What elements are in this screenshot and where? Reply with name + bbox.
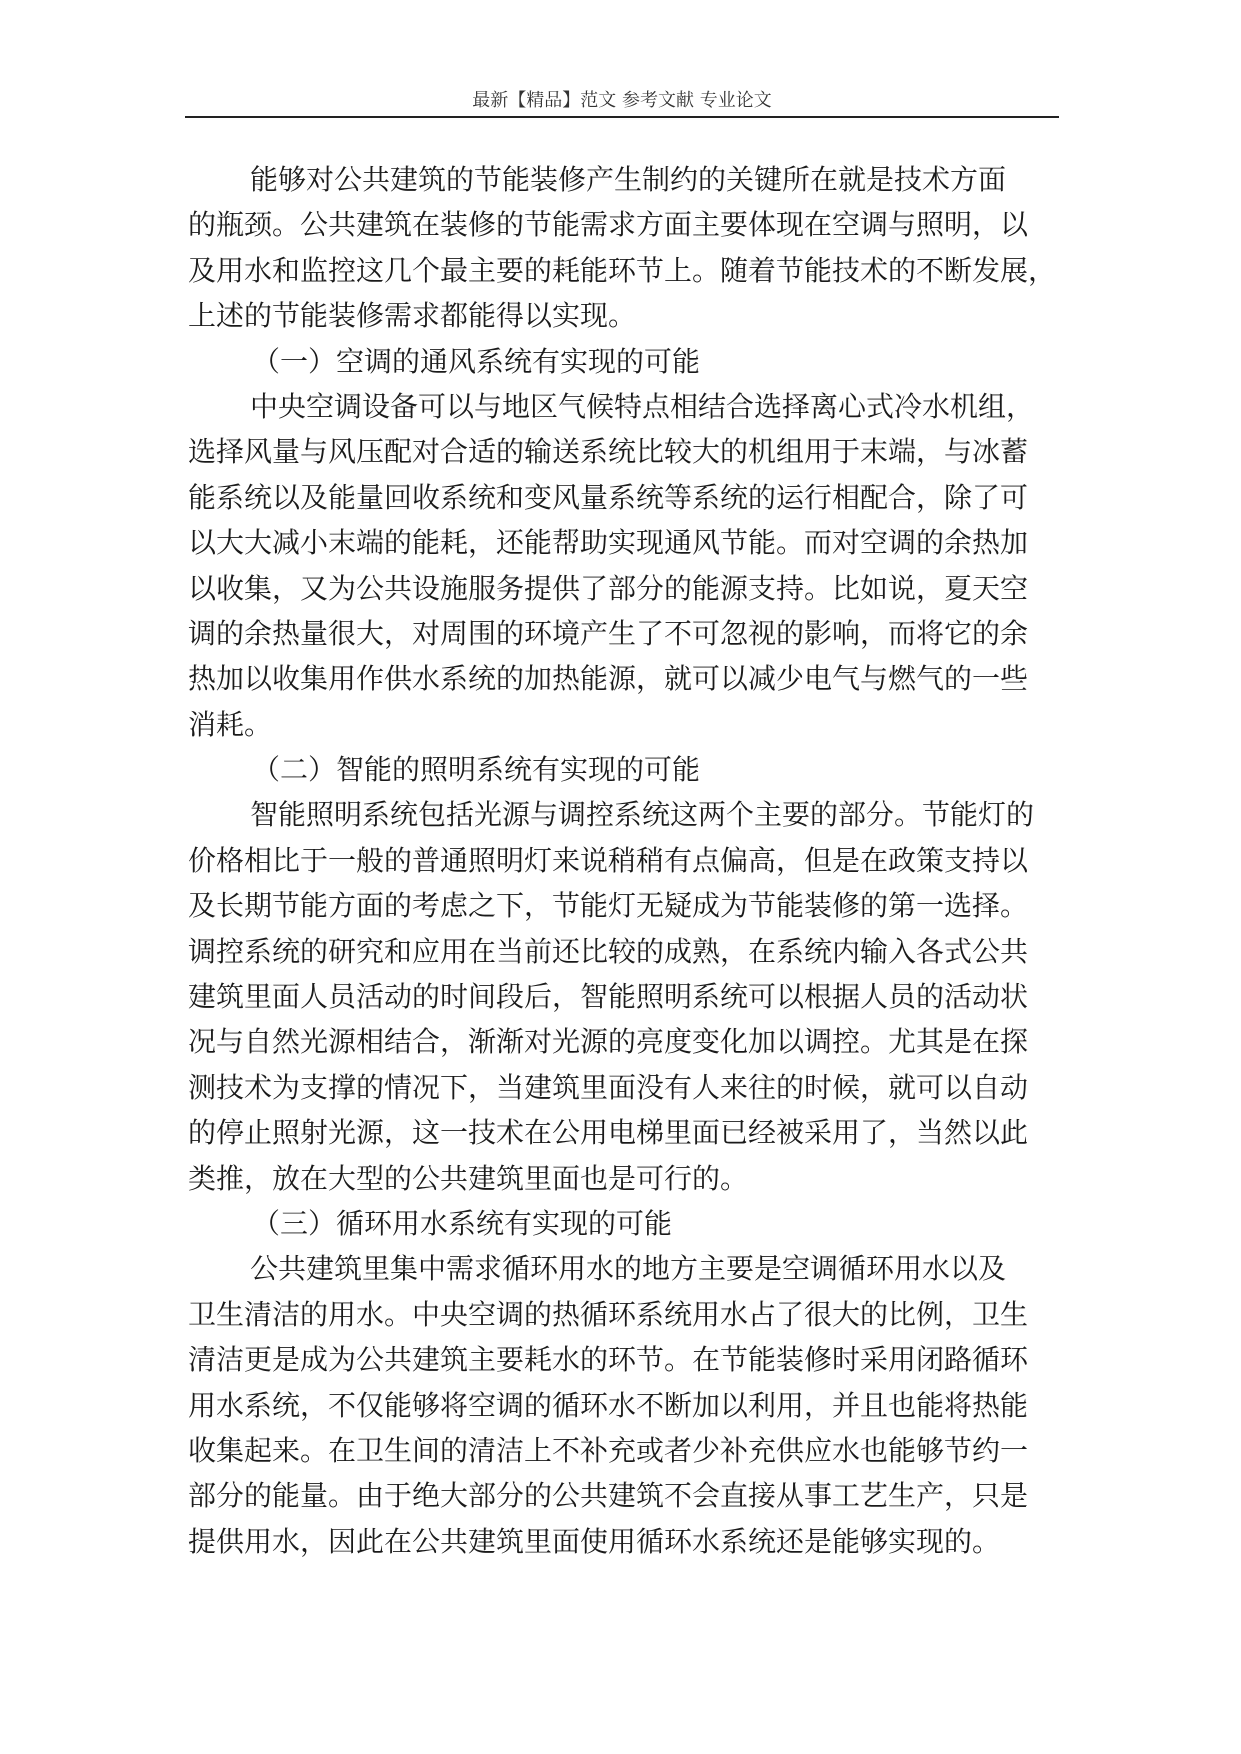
section-heading [188,747,1068,792]
text-line: 收集起来。在卫生间的清洁上不补充或者少补充供应水也能够节约一 [188,1433,1029,1467]
text-line: 及用水和监控这几个最主要的耗能环节上。随着节能技术的不断发展， [188,253,1057,287]
text-line: 热加以收集用作供水系统的加热能源，就可以减少电气与燃气的一些 [188,662,1029,696]
text-line: 及长期节能方面的考虑之下，节能灯无疑成为节能装修的第一选择。 [188,889,1029,923]
header-divider [185,116,1059,118]
text-line: 价格相比于一般的普通照明灯来说稍稍有点偏高，但是在政策支持以 [188,843,1029,877]
text-line: 的停止照射光源，这一技术在公用电梯里面已经被采用了，当然以此 [188,1116,1029,1150]
text-line: 卫生清洁的用水。中央空调的热循环系统用水占了很大的比例，卫生 [188,1297,1029,1331]
body-paragraph [188,157,1068,339]
section-heading [188,339,1068,384]
text-line: 智能照明系统包括光源与调控系统这两个主要的部分。节能灯的 [250,798,1035,832]
text-line: 中央空调设备可以与地区气候特点相结合选择离心式冷水机组， [250,389,1035,423]
section-heading [188,1201,1068,1246]
text-line: 调的余热量很大，对周围的环境产生了不可忽视的影响，而将它的余 [188,616,1029,650]
body-paragraph [188,792,1068,1201]
text-line: 公共建筑里集中需求循环用水的地方主要是空调循环用水以及 [250,1252,1007,1286]
text-line: 调控系统的研究和应用在当前还比较的成熟，在系统内输入各式公共 [188,934,1029,968]
text-line: 选择风量与风压配对合适的输送系统比较大的机组用于末端，与冰蓄 [188,435,1029,469]
text-line: 测技术为支撑的情况下，当建筑里面没有人来往的时候，就可以自动 [188,1070,1029,1104]
document-body [188,157,1068,1564]
page-header: 最新【精品】范文 参考文献 专业论文 [472,90,772,111]
body-paragraph [188,1246,1068,1564]
text-line: 部分的能量。由于绝大部分的公共建筑不会直接从事工艺生产，只是 [188,1479,1029,1513]
text-line: 用水系统，不仅能够将空调的循环水不断加以利用，并且也能将热能 [188,1388,1029,1422]
text-line: 况与自然光源相结合，渐渐对光源的亮度变化加以调控。尤其是在探 [188,1025,1029,1059]
body-paragraph [188,384,1068,747]
text-line: 消耗。 [188,707,273,741]
text-line: 能够对公共建筑的节能装修产生制约的关键所在就是技术方面 [250,163,1007,196]
text-line: 能系统以及能量回收系统和变风量系统等系统的运行相配合，除了可 [188,480,1029,514]
text-line: （三）循环用水系统有实现的可能 [252,1206,673,1240]
text-line: （一）空调的通风系统有实现的可能 [252,344,701,378]
text-line: （二）智能的照明系统有实现的可能 [252,753,701,787]
text-line: 提供用水，因此在公共建筑里面使用循环水系统还是能够实现的。 [188,1524,1001,1558]
text-line: 以收集，又为公共设施服务提供了部分的能源支持。比如说，夏天空 [188,571,1029,605]
text-line: 上述的节能装修需求都能得以实现。 [188,299,637,333]
text-line: 清洁更是成为公共建筑主要耗水的环节。在节能装修时采用闭路循环 [188,1343,1029,1377]
text-line: 的瓶颈。公共建筑在装修的节能需求方面主要体现在空调与照明，以 [188,208,1029,242]
text-line: 类推，放在大型的公共建筑里面也是可行的。 [188,1161,749,1195]
text-line: 以大大减小末端的能耗，还能帮助实现通风节能。而对空调的余热加 [188,526,1029,560]
text-line: 建筑里面人员活动的时间段后，智能照明系统可以根据人员的活动状 [188,980,1029,1014]
